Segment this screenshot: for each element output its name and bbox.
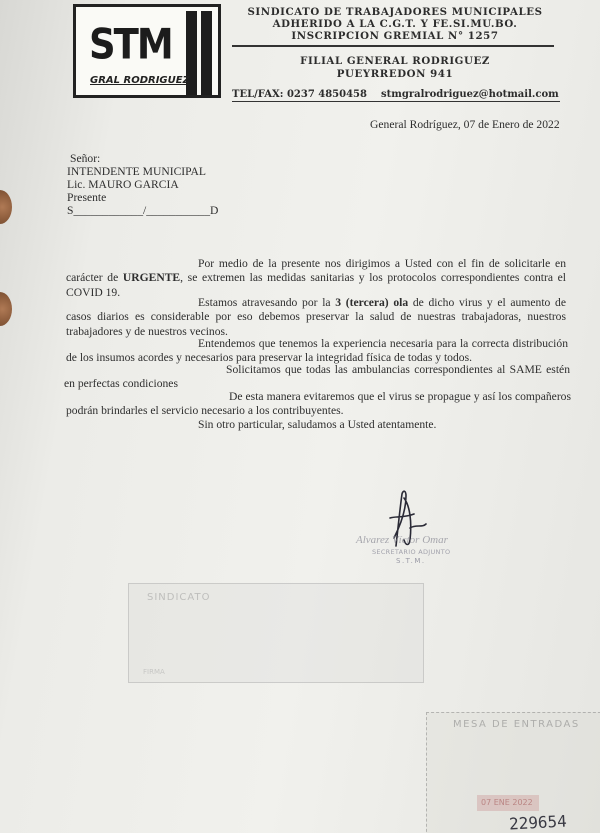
- faded-stamp: [128, 583, 424, 683]
- recipient-name: Lic. MAURO GARCIA: [67, 178, 179, 191]
- salutation: Señor:: [70, 152, 101, 165]
- signatory-org: S.T.M.: [396, 557, 426, 565]
- recipient-title: INTENDENTE MUNICIPAL: [67, 165, 207, 178]
- sd-line: S____________/___________D: [67, 204, 219, 217]
- union-registration: INSCRIPCION GREMIAL N° 1257: [291, 30, 499, 42]
- filial-address: PUEYRREDON 941: [336, 68, 454, 80]
- header-underline: [232, 101, 560, 102]
- reception-stamp-title: MESA DE ENTRADAS: [453, 719, 580, 730]
- email-address: stmgralrodriguez@hotmail.com: [381, 89, 559, 100]
- logo-abbreviation: STM: [89, 20, 172, 69]
- letter-date: General Rodríguez, 07 de Enero de 2022: [370, 118, 560, 131]
- paragraph-4: Solicitamos que todas las ambulancias correspondientes al SAME estén en perfectas condiciones: [64, 363, 570, 391]
- union-logo: [73, 4, 221, 98]
- paragraph-3: Entendemos que tenemos la experiencia necesaria para la correcta distribución de los insumos acordes y necesarios para preservar la integridad física de todas y todos.: [66, 337, 568, 365]
- logo-place: GRAL RODRIGUEZ: [90, 75, 190, 86]
- reception-number: 229654: [508, 811, 568, 833]
- closing: Sin otro particular, saludamos a Usted atentamente.: [198, 418, 437, 431]
- phone-fax: TEL/FAX: 0237 4850458: [232, 89, 367, 100]
- union-name: SINDICATO DE TRABAJADORES MUNICIPALES: [247, 6, 543, 18]
- header-divider: [232, 45, 554, 47]
- faded-stamp-caption: FIRMA: [143, 668, 165, 676]
- presente: Presente: [67, 191, 107, 204]
- punch-hole: [0, 190, 12, 224]
- filial-name: FILIAL GENERAL RODRIGUEZ: [300, 55, 490, 67]
- reception-stamp: [426, 712, 600, 833]
- paragraph-1: Por medio de la presente nos dirigimos a Usted con el fin de solicitarle en carácter de URGENTE, se extremen las medidas sanitarias y los protocolos correspondientes contra el COVID 19.: [66, 257, 566, 299]
- union-affiliation: ADHERIDO A LA C.G.T. Y FE.SI.MU.BO.: [272, 18, 518, 30]
- faded-stamp-text: SINDICATO: [147, 592, 211, 603]
- paragraph-2: Estamos atravesando por la 3 (tercera) ola de dicho virus y el aumento de casos diarios es considerable por eso debemos preservar la salud de nuestras trabajadoras, nuestros trabajadores y de nuestros vecinos.: [66, 296, 566, 338]
- signatory-role: SECRETARIO ADJUNTO: [372, 548, 451, 556]
- paragraph-5: De esta manera evitaremos que el virus se propague y así los compañeros podrán brindarles el servicio necesario a los contribuyentes.: [66, 390, 571, 418]
- signatory-name: Alvarez Víctor Omar: [356, 534, 448, 546]
- punch-hole: [0, 292, 12, 326]
- reception-date: 07 ENE 2022: [481, 798, 533, 807]
